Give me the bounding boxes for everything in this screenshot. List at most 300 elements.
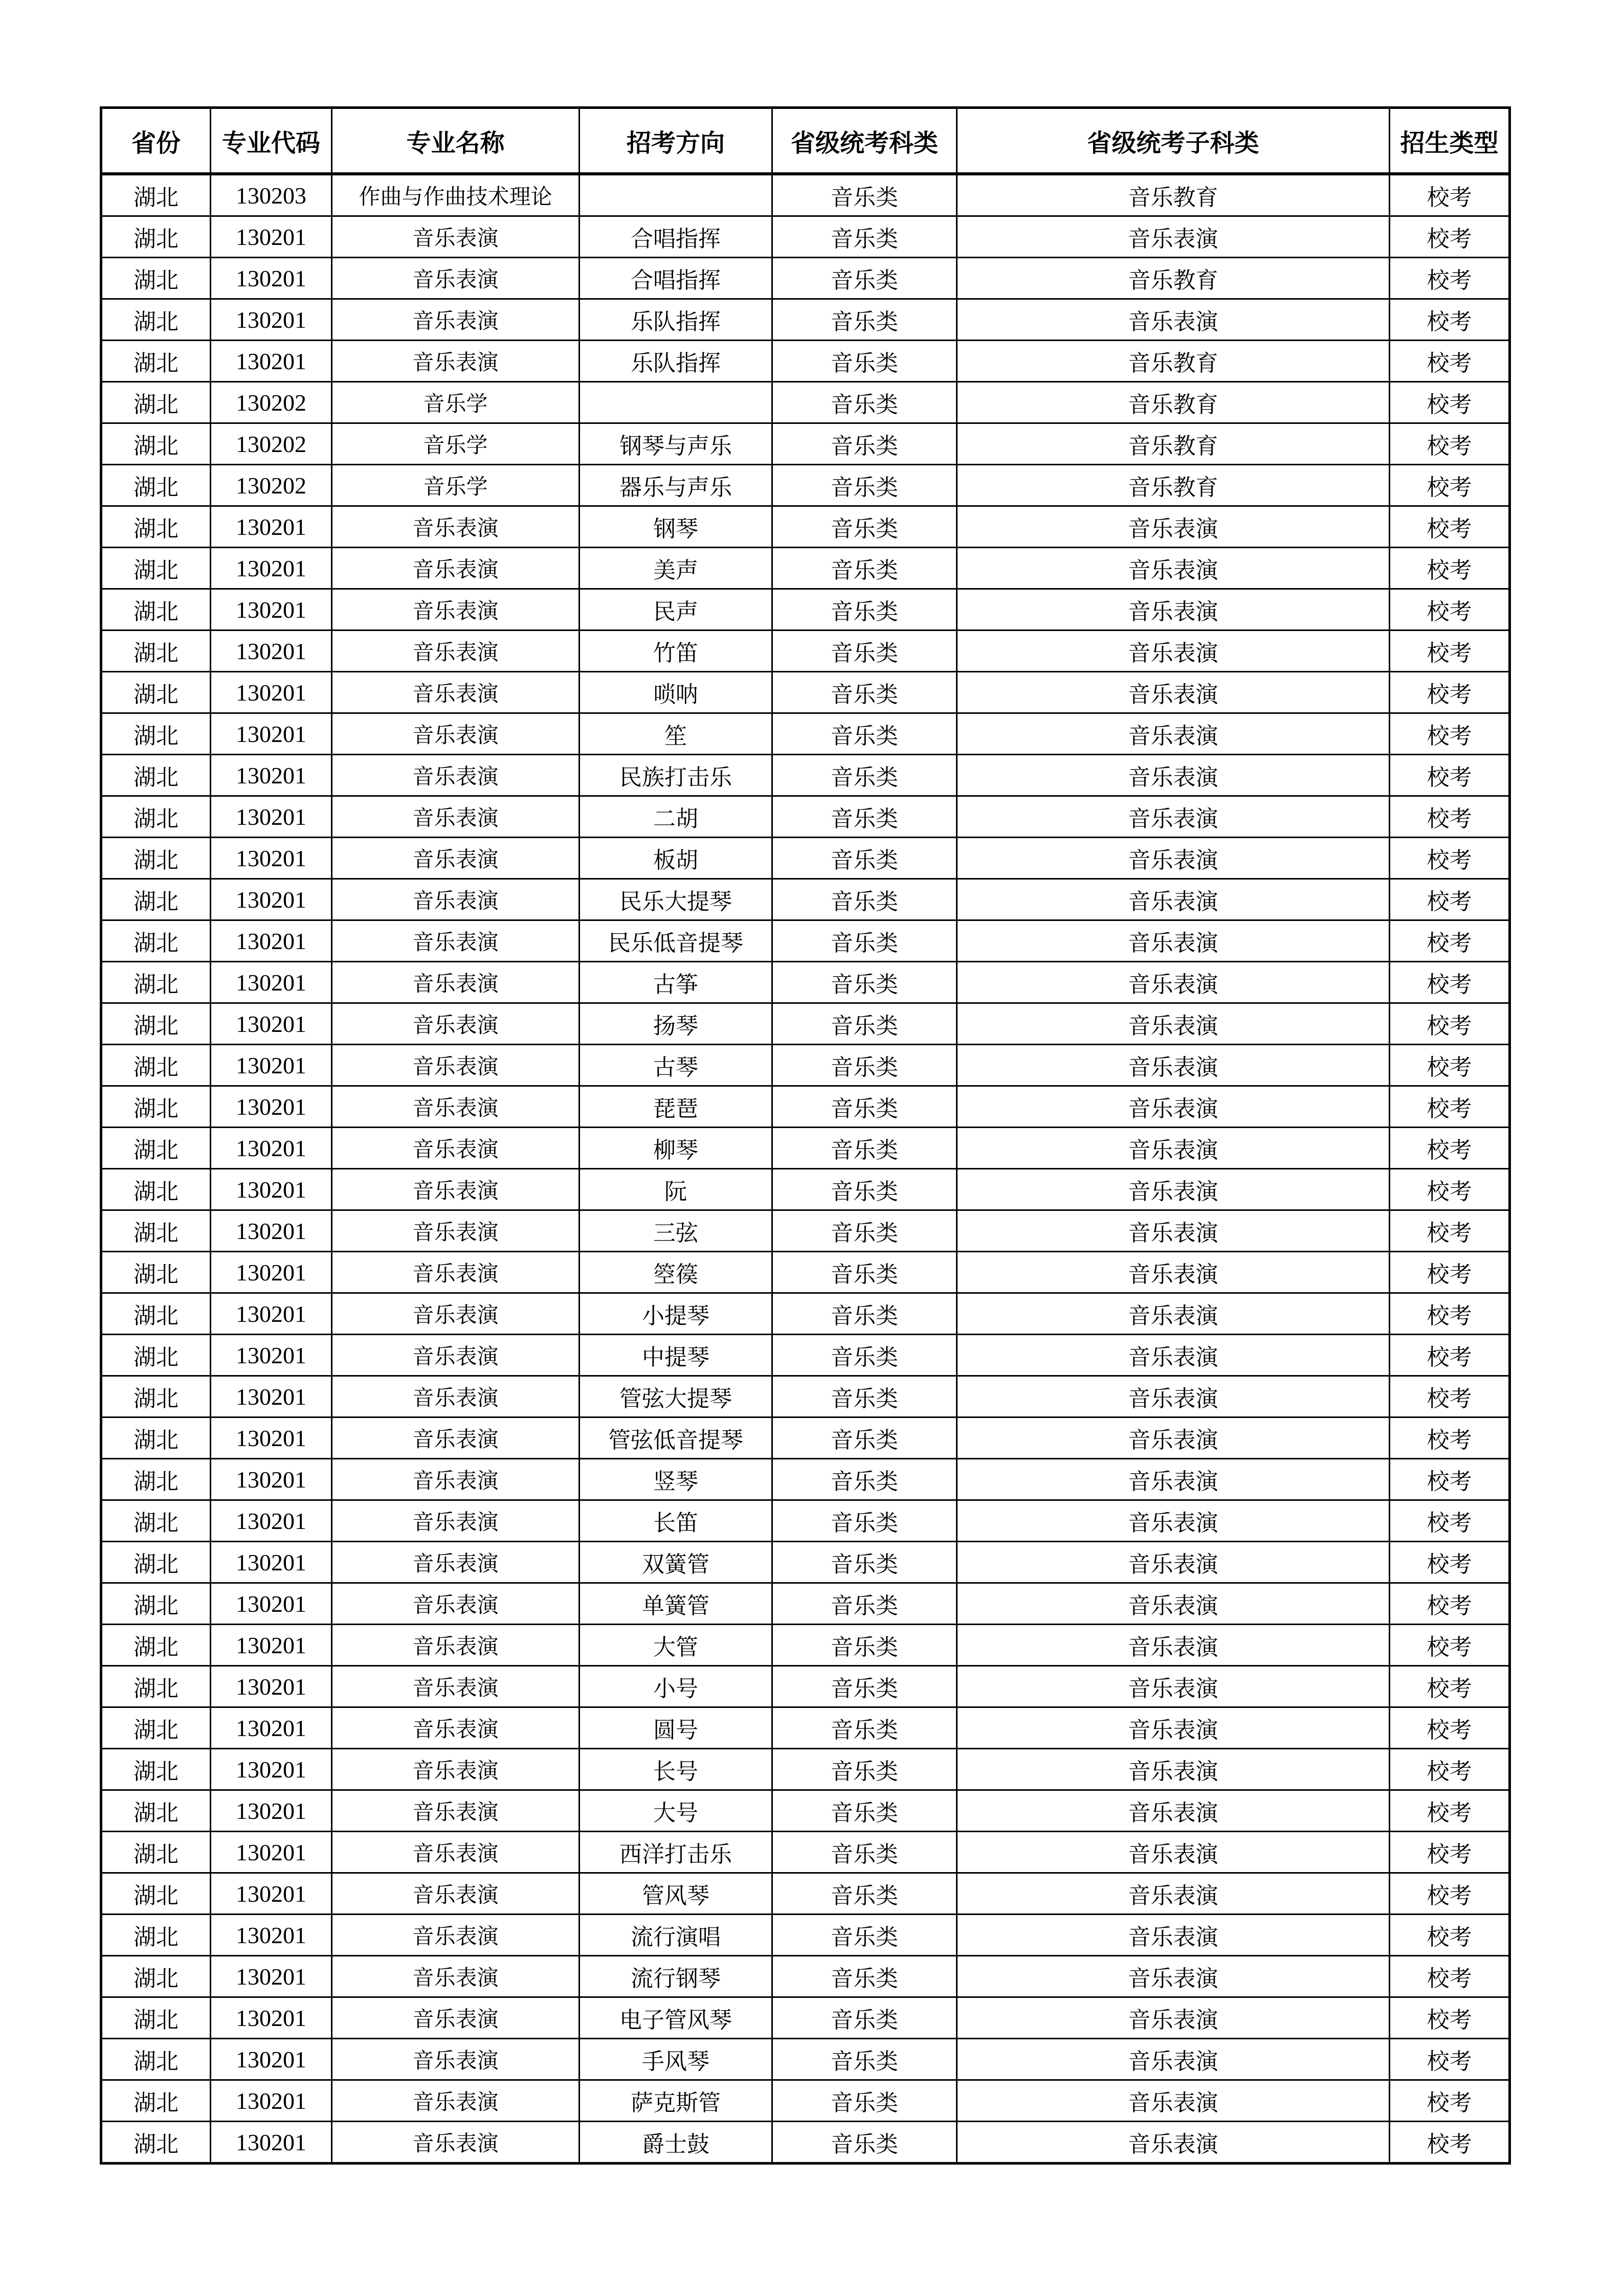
major-name-cell: 音乐表演 <box>332 1749 580 1790</box>
major-code-cell: 130201 <box>211 1790 332 1832</box>
direction-cell: 大号 <box>580 1790 772 1832</box>
subcategory-cell: 音乐表演 <box>957 2080 1390 2122</box>
category-cell: 音乐类 <box>772 341 957 382</box>
category-cell: 音乐类 <box>772 1500 957 1542</box>
category-cell: 音乐类 <box>772 1832 957 1873</box>
province-cell: 湖北 <box>101 1252 211 1293</box>
province-cell: 湖北 <box>101 548 211 589</box>
province-cell: 湖北 <box>101 1086 211 1128</box>
direction-cell: 民乐大提琴 <box>580 879 772 920</box>
category-cell: 音乐类 <box>772 672 957 713</box>
subcategory-cell: 音乐教育 <box>957 465 1390 506</box>
category-cell: 音乐类 <box>772 1210 957 1252</box>
header-major-name: 专业名称 <box>332 108 580 174</box>
category-cell: 音乐类 <box>772 1625 957 1666</box>
major-code-cell: 130201 <box>211 920 332 962</box>
subcategory-cell: 音乐表演 <box>957 2122 1390 2164</box>
enrollment-type-cell: 校考 <box>1390 1293 1510 1335</box>
table-row <box>101 1210 1510 1252</box>
enrollment-type-cell: 校考 <box>1390 1252 1510 1293</box>
subcategory-cell: 音乐表演 <box>957 838 1390 879</box>
category-cell: 音乐类 <box>772 1293 957 1335</box>
category-cell: 音乐类 <box>772 1873 957 1915</box>
category-cell: 音乐类 <box>772 382 957 423</box>
province-cell: 湖北 <box>101 1376 211 1417</box>
province-cell: 湖北 <box>101 1003 211 1045</box>
major-code-cell: 130201 <box>211 1376 332 1417</box>
category-cell: 音乐类 <box>772 713 957 755</box>
province-cell: 湖北 <box>101 506 211 548</box>
enrollment-type-cell: 校考 <box>1390 1169 1510 1210</box>
subcategory-cell: 音乐表演 <box>957 1376 1390 1417</box>
major-name-cell: 音乐表演 <box>332 2080 580 2122</box>
direction-cell: 大管 <box>580 1625 772 1666</box>
enrollment-type-cell: 校考 <box>1390 1210 1510 1252</box>
table-row <box>101 879 1510 920</box>
enrollment-type-cell: 校考 <box>1390 755 1510 796</box>
category-cell: 音乐类 <box>772 1169 957 1210</box>
direction-cell: 二胡 <box>580 796 772 838</box>
major-code-cell: 130201 <box>211 1583 332 1625</box>
table-row <box>101 506 1510 548</box>
table-row <box>101 1832 1510 1873</box>
table-row <box>101 1749 1510 1790</box>
major-name-cell: 音乐表演 <box>332 1128 580 1169</box>
direction-cell: 单簧管 <box>580 1583 772 1625</box>
category-cell: 音乐类 <box>772 631 957 672</box>
direction-cell: 民乐低音提琴 <box>580 920 772 962</box>
enrollment-type-cell: 校考 <box>1390 1417 1510 1459</box>
province-cell: 湖北 <box>101 879 211 920</box>
province-cell: 湖北 <box>101 631 211 672</box>
enrollment-type-cell: 校考 <box>1390 962 1510 1003</box>
subcategory-cell: 音乐表演 <box>957 1045 1390 1086</box>
subcategory-cell: 音乐表演 <box>957 1417 1390 1459</box>
table-row <box>101 1128 1510 1169</box>
table-row <box>101 1707 1510 1749</box>
enrollment-type-cell: 校考 <box>1390 1915 1510 1956</box>
province-cell: 湖北 <box>101 755 211 796</box>
subcategory-cell: 音乐表演 <box>957 796 1390 838</box>
province-cell: 湖北 <box>101 796 211 838</box>
direction-cell: 三弦 <box>580 1210 772 1252</box>
category-cell: 音乐类 <box>772 1956 957 1997</box>
subcategory-cell: 音乐表演 <box>957 672 1390 713</box>
admissions-table <box>100 106 1511 2165</box>
enrollment-type-cell: 校考 <box>1390 1583 1510 1625</box>
province-cell: 湖北 <box>101 174 211 216</box>
province-cell: 湖北 <box>101 1625 211 1666</box>
table-row <box>101 589 1510 631</box>
major-name-cell: 音乐表演 <box>332 1500 580 1542</box>
province-cell: 湖北 <box>101 2039 211 2080</box>
subcategory-cell: 音乐表演 <box>957 920 1390 962</box>
province-cell: 湖北 <box>101 672 211 713</box>
enrollment-type-cell: 校考 <box>1390 1500 1510 1542</box>
province-cell: 湖北 <box>101 713 211 755</box>
direction-cell: 器乐与声乐 <box>580 465 772 506</box>
direction-cell: 管弦大提琴 <box>580 1376 772 1417</box>
table-row <box>101 341 1510 382</box>
direction-cell <box>580 382 772 423</box>
enrollment-type-cell: 校考 <box>1390 1086 1510 1128</box>
major-code-cell: 130201 <box>211 962 332 1003</box>
enrollment-type-cell: 校考 <box>1390 796 1510 838</box>
enrollment-type-cell: 校考 <box>1390 216 1510 258</box>
category-cell: 音乐类 <box>772 2039 957 2080</box>
major-name-cell: 音乐表演 <box>332 258 580 299</box>
major-code-cell: 130201 <box>211 1459 332 1500</box>
direction-cell: 民声 <box>580 589 772 631</box>
table-row <box>101 258 1510 299</box>
enrollment-type-cell: 校考 <box>1390 879 1510 920</box>
province-cell: 湖北 <box>101 1873 211 1915</box>
table-row <box>101 1335 1510 1376</box>
category-cell: 音乐类 <box>772 2122 957 2164</box>
major-name-cell: 音乐表演 <box>332 1542 580 1583</box>
major-code-cell: 130201 <box>211 1086 332 1128</box>
category-cell: 音乐类 <box>772 1583 957 1625</box>
major-name-cell: 音乐表演 <box>332 879 580 920</box>
major-name-cell: 音乐表演 <box>332 796 580 838</box>
subcategory-cell: 音乐表演 <box>957 755 1390 796</box>
major-name-cell: 音乐表演 <box>332 1335 580 1376</box>
subcategory-cell: 音乐表演 <box>957 1500 1390 1542</box>
major-code-cell: 130201 <box>211 1210 332 1252</box>
direction-cell: 小提琴 <box>580 1293 772 1335</box>
province-cell: 湖北 <box>101 2122 211 2164</box>
table-row <box>101 1666 1510 1707</box>
province-cell: 湖北 <box>101 1956 211 1997</box>
enrollment-type-cell: 校考 <box>1390 548 1510 589</box>
major-code-cell: 130201 <box>211 258 332 299</box>
direction-cell: 流行演唱 <box>580 1915 772 1956</box>
major-code-cell: 130202 <box>211 382 332 423</box>
direction-cell: 竹笛 <box>580 631 772 672</box>
major-name-cell: 音乐表演 <box>332 1666 580 1707</box>
enrollment-type-cell: 校考 <box>1390 672 1510 713</box>
table-row <box>101 631 1510 672</box>
direction-cell: 柳琴 <box>580 1128 772 1169</box>
enrollment-type-cell: 校考 <box>1390 1997 1510 2039</box>
province-cell: 湖北 <box>101 423 211 465</box>
header-row <box>101 108 1510 174</box>
category-cell: 音乐类 <box>772 1417 957 1459</box>
major-code-cell: 130201 <box>211 1128 332 1169</box>
major-code-cell: 130201 <box>211 879 332 920</box>
enrollment-type-cell: 校考 <box>1390 1376 1510 1417</box>
table-row <box>101 1086 1510 1128</box>
direction-cell: 乐队指挥 <box>580 341 772 382</box>
category-cell: 音乐类 <box>772 1790 957 1832</box>
category-cell: 音乐类 <box>772 548 957 589</box>
major-name-cell: 音乐学 <box>332 382 580 423</box>
major-code-cell: 130201 <box>211 713 332 755</box>
major-name-cell: 音乐表演 <box>332 920 580 962</box>
subcategory-cell: 音乐表演 <box>957 1003 1390 1045</box>
table-row <box>101 1625 1510 1666</box>
direction-cell <box>580 174 772 216</box>
table-row <box>101 838 1510 879</box>
table-row <box>101 382 1510 423</box>
category-cell: 音乐类 <box>772 796 957 838</box>
major-name-cell: 音乐表演 <box>332 1210 580 1252</box>
major-code-cell: 130201 <box>211 1707 332 1749</box>
direction-cell: 扬琴 <box>580 1003 772 1045</box>
major-code-cell: 130201 <box>211 755 332 796</box>
subcategory-cell: 音乐表演 <box>957 1956 1390 1997</box>
major-code-cell: 130201 <box>211 1873 332 1915</box>
table-row <box>101 1915 1510 1956</box>
category-cell: 音乐类 <box>772 423 957 465</box>
enrollment-type-cell: 校考 <box>1390 1956 1510 1997</box>
major-code-cell: 130201 <box>211 341 332 382</box>
direction-cell: 长号 <box>580 1749 772 1790</box>
subcategory-cell: 音乐表演 <box>957 1997 1390 2039</box>
table-row <box>101 1997 1510 2039</box>
major-name-cell: 音乐表演 <box>332 2039 580 2080</box>
major-name-cell: 音乐学 <box>332 423 580 465</box>
enrollment-type-cell: 校考 <box>1390 1625 1510 1666</box>
major-name-cell: 音乐表演 <box>332 216 580 258</box>
subcategory-cell: 音乐表演 <box>957 1873 1390 1915</box>
province-cell: 湖北 <box>101 216 211 258</box>
table-row <box>101 672 1510 713</box>
direction-cell: 圆号 <box>580 1707 772 1749</box>
major-code-cell: 130201 <box>211 299 332 341</box>
subcategory-cell: 音乐表演 <box>957 1252 1390 1293</box>
major-name-cell: 音乐表演 <box>332 1707 580 1749</box>
major-name-cell: 音乐表演 <box>332 1956 580 1997</box>
header-subcategory: 省级统考子科类 <box>957 108 1390 174</box>
table-row <box>101 1376 1510 1417</box>
major-name-cell: 音乐表演 <box>332 299 580 341</box>
subcategory-cell: 音乐表演 <box>957 1707 1390 1749</box>
enrollment-type-cell: 校考 <box>1390 713 1510 755</box>
major-name-cell: 音乐表演 <box>332 1832 580 1873</box>
major-name-cell: 音乐表演 <box>332 755 580 796</box>
direction-cell: 合唱指挥 <box>580 216 772 258</box>
province-cell: 湖北 <box>101 962 211 1003</box>
subcategory-cell: 音乐表演 <box>957 216 1390 258</box>
enrollment-type-cell: 校考 <box>1390 1666 1510 1707</box>
direction-cell: 小号 <box>580 1666 772 1707</box>
subcategory-cell: 音乐表演 <box>957 1169 1390 1210</box>
major-name-cell: 音乐表演 <box>332 1045 580 1086</box>
province-cell: 湖北 <box>101 920 211 962</box>
header-major-code: 专业代码 <box>211 108 332 174</box>
major-code-cell: 130201 <box>211 1956 332 1997</box>
major-name-cell: 音乐表演 <box>332 1376 580 1417</box>
direction-cell: 民族打击乐 <box>580 755 772 796</box>
major-code-cell: 130201 <box>211 589 332 631</box>
table-body <box>101 174 1510 2164</box>
subcategory-cell: 音乐表演 <box>957 1542 1390 1583</box>
direction-cell: 中提琴 <box>580 1335 772 1376</box>
major-name-cell: 音乐学 <box>332 465 580 506</box>
table-row <box>101 1003 1510 1045</box>
major-code-cell: 130203 <box>211 174 332 216</box>
category-cell: 音乐类 <box>772 1252 957 1293</box>
category-cell: 音乐类 <box>772 1666 957 1707</box>
table-row <box>101 548 1510 589</box>
enrollment-type-cell: 校考 <box>1390 1128 1510 1169</box>
major-code-cell: 130201 <box>211 2039 332 2080</box>
subcategory-cell: 音乐表演 <box>957 506 1390 548</box>
header-enrollment-type: 招生类型 <box>1390 108 1510 174</box>
major-name-cell: 音乐表演 <box>332 1790 580 1832</box>
province-cell: 湖北 <box>101 1210 211 1252</box>
direction-cell: 电子管风琴 <box>580 1997 772 2039</box>
table-row <box>101 1542 1510 1583</box>
category-cell: 音乐类 <box>772 1045 957 1086</box>
table-row <box>101 796 1510 838</box>
category-cell: 音乐类 <box>772 216 957 258</box>
table-row <box>101 755 1510 796</box>
direction-cell: 钢琴与声乐 <box>580 423 772 465</box>
major-name-cell: 音乐表演 <box>332 962 580 1003</box>
category-cell: 音乐类 <box>772 1542 957 1583</box>
major-code-cell: 130201 <box>211 1666 332 1707</box>
province-cell: 湖北 <box>101 1583 211 1625</box>
header-province: 省份 <box>101 108 211 174</box>
enrollment-type-cell: 校考 <box>1390 2039 1510 2080</box>
subcategory-cell: 音乐表演 <box>957 1832 1390 1873</box>
province-cell: 湖北 <box>101 1915 211 1956</box>
major-name-cell: 音乐表演 <box>332 1169 580 1210</box>
table-row <box>101 1169 1510 1210</box>
subcategory-cell: 音乐表演 <box>957 879 1390 920</box>
major-name-cell: 音乐表演 <box>332 838 580 879</box>
major-code-cell: 130201 <box>211 1625 332 1666</box>
direction-cell: 古琴 <box>580 1045 772 1086</box>
direction-cell: 琵琶 <box>580 1086 772 1128</box>
province-cell: 湖北 <box>101 1749 211 1790</box>
direction-cell: 钢琴 <box>580 506 772 548</box>
province-cell: 湖北 <box>101 1128 211 1169</box>
enrollment-type-cell: 校考 <box>1390 589 1510 631</box>
major-name-cell: 音乐表演 <box>332 1915 580 1956</box>
category-cell: 音乐类 <box>772 1376 957 1417</box>
enrollment-type-cell: 校考 <box>1390 838 1510 879</box>
enrollment-type-cell: 校考 <box>1390 1873 1510 1915</box>
table-row <box>101 216 1510 258</box>
category-cell: 音乐类 <box>772 506 957 548</box>
subcategory-cell: 音乐表演 <box>957 1749 1390 1790</box>
major-name-cell: 音乐表演 <box>332 1003 580 1045</box>
category-cell: 音乐类 <box>772 1459 957 1500</box>
table-row <box>101 920 1510 962</box>
table-row <box>101 1583 1510 1625</box>
major-name-cell: 音乐表演 <box>332 1873 580 1915</box>
subcategory-cell: 音乐表演 <box>957 299 1390 341</box>
subcategory-cell: 音乐表演 <box>957 1583 1390 1625</box>
direction-cell: 乐队指挥 <box>580 299 772 341</box>
major-code-cell: 130201 <box>211 1293 332 1335</box>
category-cell: 音乐类 <box>772 1749 957 1790</box>
enrollment-type-cell: 校考 <box>1390 1335 1510 1376</box>
enrollment-type-cell: 校考 <box>1390 258 1510 299</box>
category-cell: 音乐类 <box>772 1915 957 1956</box>
category-cell: 音乐类 <box>772 755 957 796</box>
province-cell: 湖北 <box>101 1169 211 1210</box>
direction-cell: 西洋打击乐 <box>580 1832 772 1873</box>
subcategory-cell: 音乐表演 <box>957 1086 1390 1128</box>
direction-cell: 管弦低音提琴 <box>580 1417 772 1459</box>
table-row <box>101 299 1510 341</box>
subcategory-cell: 音乐表演 <box>957 1459 1390 1500</box>
major-code-cell: 130201 <box>211 838 332 879</box>
enrollment-type-cell: 校考 <box>1390 920 1510 962</box>
major-name-cell: 音乐表演 <box>332 631 580 672</box>
province-cell: 湖北 <box>101 382 211 423</box>
major-name-cell: 音乐表演 <box>332 1293 580 1335</box>
major-name-cell: 音乐表演 <box>332 1417 580 1459</box>
major-code-cell: 130201 <box>211 1915 332 1956</box>
category-cell: 音乐类 <box>772 838 957 879</box>
direction-cell: 笙 <box>580 713 772 755</box>
subcategory-cell: 音乐表演 <box>957 548 1390 589</box>
enrollment-type-cell: 校考 <box>1390 1045 1510 1086</box>
major-code-cell: 130202 <box>211 465 332 506</box>
category-cell: 音乐类 <box>772 589 957 631</box>
category-cell: 音乐类 <box>772 920 957 962</box>
direction-cell: 手风琴 <box>580 2039 772 2080</box>
major-code-cell: 130201 <box>211 1542 332 1583</box>
province-cell: 湖北 <box>101 589 211 631</box>
major-code-cell: 130201 <box>211 1252 332 1293</box>
major-code-cell: 130201 <box>211 548 332 589</box>
province-cell: 湖北 <box>101 299 211 341</box>
table-row <box>101 1459 1510 1500</box>
enrollment-type-cell: 校考 <box>1390 631 1510 672</box>
direction-cell: 唢呐 <box>580 672 772 713</box>
direction-cell: 竖琴 <box>580 1459 772 1500</box>
direction-cell: 合唱指挥 <box>580 258 772 299</box>
direction-cell: 美声 <box>580 548 772 589</box>
province-cell: 湖北 <box>101 341 211 382</box>
subcategory-cell: 音乐表演 <box>957 1128 1390 1169</box>
enrollment-type-cell: 校考 <box>1390 2122 1510 2164</box>
table-row <box>101 713 1510 755</box>
major-code-cell: 130201 <box>211 796 332 838</box>
enrollment-type-cell: 校考 <box>1390 382 1510 423</box>
major-code-cell: 130201 <box>211 631 332 672</box>
major-code-cell: 130201 <box>211 672 332 713</box>
subcategory-cell: 音乐表演 <box>957 1625 1390 1666</box>
table-row <box>101 1790 1510 1832</box>
province-cell: 湖北 <box>101 1542 211 1583</box>
direction-cell: 板胡 <box>580 838 772 879</box>
province-cell: 湖北 <box>101 1997 211 2039</box>
major-code-cell: 130201 <box>211 1749 332 1790</box>
direction-cell: 长笛 <box>580 1500 772 1542</box>
major-code-cell: 130201 <box>211 2080 332 2122</box>
major-code-cell: 130201 <box>211 1045 332 1086</box>
direction-cell: 阮 <box>580 1169 772 1210</box>
table-row <box>101 962 1510 1003</box>
major-name-cell: 音乐表演 <box>332 341 580 382</box>
subcategory-cell: 音乐教育 <box>957 423 1390 465</box>
province-cell: 湖北 <box>101 1832 211 1873</box>
major-code-cell: 130201 <box>211 1997 332 2039</box>
major-name-cell: 音乐表演 <box>332 1252 580 1293</box>
major-code-cell: 130201 <box>211 1832 332 1873</box>
subcategory-cell: 音乐表演 <box>957 1915 1390 1956</box>
table-row <box>101 1293 1510 1335</box>
table-row <box>101 2039 1510 2080</box>
subcategory-cell: 音乐教育 <box>957 258 1390 299</box>
